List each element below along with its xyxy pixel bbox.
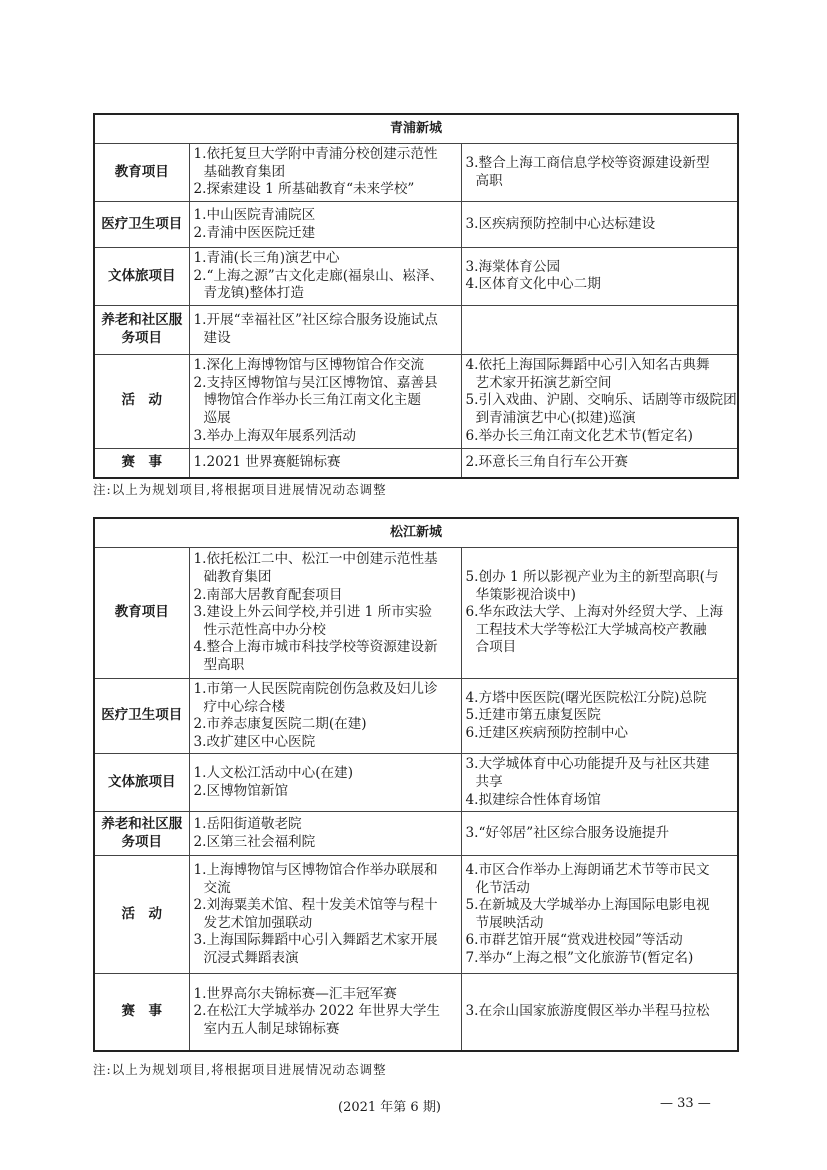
item-line: 础教育集团	[203, 569, 272, 586]
items-right	[461, 856, 738, 974]
items-left	[189, 548, 461, 679]
row-category: 文体旅项目	[94, 754, 189, 812]
list-item	[194, 932, 457, 967]
list-item	[194, 225, 457, 243]
list-item	[194, 897, 457, 932]
table-row	[94, 448, 738, 478]
item-line: 2.环意长三角自行车公开赛	[465, 454, 629, 471]
list-item	[466, 604, 734, 657]
list-item	[466, 932, 734, 950]
item-line: 高职	[475, 172, 503, 189]
item-line: 3.举办上海双年展系列活动	[193, 427, 357, 444]
list-item	[466, 569, 734, 604]
item-line: 合项目	[475, 639, 517, 656]
list-item	[466, 756, 734, 791]
item-line: 1.依托复旦大学附中青浦分校创建示范性	[193, 146, 438, 163]
item-line: 建设	[203, 329, 231, 346]
list-item	[194, 207, 457, 225]
item-line: 6.迁建区疾病预防控制中心	[465, 724, 629, 741]
list-item	[466, 690, 734, 708]
list-item	[466, 1003, 734, 1021]
item-line: 交流	[203, 879, 231, 896]
item-line: 1.人文松江活动中心(在建)	[193, 765, 354, 782]
item-line: 2.区博物馆新馆	[193, 782, 289, 799]
item-line: 2.探索建设 1 所基础教育“未来学校”	[193, 181, 415, 198]
items-left	[189, 354, 461, 448]
project-table	[93, 517, 739, 1052]
row-category: 养老和社区服务项目	[94, 305, 189, 354]
list-item	[466, 825, 734, 843]
list-item	[466, 792, 734, 810]
list-item	[194, 551, 457, 586]
list-item	[194, 816, 457, 834]
list-item	[466, 357, 734, 392]
item-line: 5.创办 1 所以影视产业为主的新型高职(与	[465, 569, 719, 586]
item-line: 1.开展“幸福社区”社区综合服务设施试点	[193, 312, 438, 329]
table-title: 青浦新城	[94, 114, 738, 144]
items-left	[189, 248, 461, 306]
row-category: 医疗卫生项目	[94, 202, 189, 248]
item-line: 1.深化上海博物馆与区博物馆合作交流	[193, 357, 424, 374]
item-line: 1.岳阳街道敬老院	[193, 816, 302, 833]
item-line: 2.市养志康复医院二期(在建)	[193, 716, 367, 733]
list-item	[194, 639, 457, 674]
list-item	[194, 587, 457, 605]
list-item	[466, 454, 734, 472]
items-left	[189, 448, 461, 478]
item-line: 发艺术馆加强联动	[203, 914, 313, 931]
items-left	[189, 974, 461, 1051]
list-item	[465, 392, 737, 427]
item-line: 3.区疾病预防控制中心达标建设	[465, 215, 656, 232]
item-line: 5.迁建市第五康复医院	[465, 707, 601, 724]
table-row	[94, 202, 738, 248]
table-row	[94, 754, 738, 812]
list-item	[194, 250, 457, 268]
table-row	[94, 679, 738, 754]
items-right	[461, 144, 738, 202]
table-note: 注:以上为规划项目,将根据项目进展情况动态调整	[93, 1062, 387, 1077]
item-line: 1.2021 世界赛艇锦标赛	[193, 454, 341, 471]
item-line: 3.大学城体育中心功能提升及与社区共建	[465, 756, 710, 773]
item-line: 6.市群艺馆开展“赏戏进校园”等活动	[465, 932, 683, 949]
items-right	[461, 812, 738, 856]
items-right	[461, 354, 738, 448]
item-line: 2.青浦中医医院迁建	[193, 224, 316, 241]
list-item	[466, 428, 734, 446]
item-line: 4.市区合作举办上海朗诵艺术节等市民文	[465, 862, 710, 879]
item-line: 型高职	[203, 656, 245, 673]
row-category: 文体旅项目	[94, 248, 189, 306]
item-line: 1.世界高尔夫锦标赛—汇丰冠军赛	[193, 985, 397, 1002]
item-line: 4.整合上海市城市科技学校等资源建设新	[193, 639, 438, 656]
item-line: 5.在新城及大学城举办上海国际电影电视	[465, 897, 710, 914]
issue-label: (2021 年第 6 期)	[338, 1100, 441, 1115]
item-line: 1.中山医院青浦院区	[193, 206, 316, 223]
page-number: — 33 —	[660, 1096, 711, 1111]
item-line: 沉浸式舞蹈表演	[203, 950, 299, 967]
list-item	[194, 268, 457, 303]
row-category: 活 动	[94, 856, 189, 974]
table-row	[94, 305, 738, 354]
item-line: 6.举办长三角江南文化艺术节(暂定名)	[465, 427, 693, 444]
row-category: 教育项目	[94, 548, 189, 679]
row-category: 赛 事	[94, 974, 189, 1051]
list-item	[466, 725, 734, 743]
item-line: 巡展	[203, 410, 231, 427]
list-item	[194, 834, 457, 852]
list-item	[194, 862, 457, 897]
item-line: 1.依托松江二中、松江一中创建示范性基	[193, 551, 438, 568]
items-left	[189, 305, 461, 354]
table-title: 松江新城	[94, 518, 738, 548]
items-left	[189, 856, 461, 974]
item-line: 4.拟建综合性体育场馆	[465, 791, 601, 808]
row-category: 教育项目	[94, 144, 189, 202]
item-line: 7.举办“上海之根”文化旅游节(暂定名)	[465, 950, 694, 967]
table-row	[94, 812, 738, 856]
items-left	[189, 812, 461, 856]
item-line: 共享	[475, 774, 503, 791]
items-right	[461, 679, 738, 754]
list-item	[194, 181, 457, 199]
item-line: 化节活动	[475, 879, 530, 896]
items-left	[189, 679, 461, 754]
item-line: 3.整合上海工商信息学校等资源建设新型	[465, 154, 710, 171]
table-row	[94, 856, 738, 974]
list-item	[466, 862, 734, 897]
item-line: 4.方塔中医医院(曙光医院松江分院)总院	[465, 689, 707, 706]
items-right	[461, 754, 738, 812]
item-line: 6.华东政法大学、上海对外经贸大学、上海	[465, 604, 724, 621]
item-line: 到青浦演艺中心(拟建)巡演	[475, 410, 636, 427]
table-row	[94, 974, 738, 1051]
item-line: 3.海棠体育公园	[465, 258, 561, 275]
list-item	[194, 734, 457, 752]
list-item	[194, 357, 457, 375]
item-line: 5.引入戏曲、沪剧、交响乐、话剧等市级院团	[465, 392, 737, 409]
item-line: 华策影视洽谈中)	[475, 586, 576, 603]
list-item	[194, 375, 457, 428]
table-row	[94, 548, 738, 679]
item-line: 3.改扩建区中心医院	[193, 733, 316, 750]
item-line: 3.“好邻居”社区综合服务设施提升	[465, 825, 670, 842]
list-item	[194, 681, 457, 716]
item-line: 1.上海博物馆与区博物馆合作举办联展和	[193, 862, 438, 879]
list-item	[194, 428, 457, 446]
list-item	[466, 707, 734, 725]
item-line: 3.建设上外云间学校,并引进 1 所市实验	[193, 604, 432, 621]
table-row	[94, 144, 738, 202]
item-line: 节展映活动	[475, 914, 544, 931]
row-category: 养老和社区服务项目	[94, 812, 189, 856]
item-line: 4.区体育文化中心二期	[465, 276, 601, 293]
item-line: 2.“上海之源”古文化走廊(福泉山、崧泽、	[193, 267, 444, 284]
item-line: 1.市第一人民医院南院创伤急救及妇儿诊	[193, 681, 438, 697]
item-line: 性示范性高中办分校	[203, 621, 326, 638]
item-line: 2.在松江大学城举办 2022 年世界大学生	[193, 1003, 441, 1020]
list-item	[466, 259, 734, 277]
item-line: 4.依托上海国际舞蹈中心引入知名古典舞	[465, 357, 710, 374]
items-right	[461, 448, 738, 478]
item-line: 3.上海国际舞蹈中心引入舞蹈艺术家开展	[193, 932, 438, 949]
items-left	[189, 202, 461, 248]
item-line: 2.支持区博物馆与吴江区博物馆、嘉善县	[193, 374, 438, 391]
item-line: 室内五人制足球锦标赛	[203, 1020, 340, 1037]
list-item	[194, 765, 457, 783]
list-item	[466, 216, 734, 234]
list-item	[466, 276, 734, 294]
item-line: 艺术家开拓演艺新空间	[475, 374, 612, 391]
items-right	[461, 974, 738, 1051]
items-left	[189, 754, 461, 812]
item-line: 2.刘海粟美术馆、程十发美术馆等与程十	[193, 897, 438, 914]
item-line: 青龙镇)整体打造	[203, 285, 304, 302]
items-left	[189, 144, 461, 202]
item-line: 工程技术大学等松江大学城高校产教融	[475, 621, 707, 638]
list-item	[466, 950, 734, 968]
row-category: 活 动	[94, 354, 189, 448]
list-item	[194, 716, 457, 734]
project-table	[93, 113, 739, 479]
row-category: 赛 事	[94, 448, 189, 478]
list-item	[466, 155, 734, 190]
list-item	[194, 986, 457, 1004]
list-item	[194, 146, 457, 181]
row-category: 医疗卫生项目	[94, 679, 189, 754]
list-item	[194, 604, 457, 639]
table-note: 注:以上为规划项目,将根据项目进展情况动态调整	[93, 482, 387, 497]
list-item	[194, 454, 457, 472]
table-row	[94, 248, 738, 306]
item-line: 3.在佘山国家旅游度假区举办半程马拉松	[465, 1003, 710, 1020]
item-line: 疗中心综合楼	[203, 698, 286, 715]
item-line: 2.南部大居教育配套项目	[193, 586, 343, 603]
items-right	[461, 248, 738, 306]
list-item	[466, 897, 734, 932]
items-right	[461, 548, 738, 679]
table-row	[94, 354, 738, 448]
list-item	[194, 312, 457, 347]
list-item	[194, 1003, 457, 1038]
item-line: 基础教育集团	[203, 163, 286, 180]
items-right	[461, 305, 738, 354]
items-right	[461, 202, 738, 248]
item-line: 2.区第三社会福利院	[193, 833, 316, 850]
list-item	[194, 783, 457, 801]
item-line: 1.青浦(长三角)演艺中心	[193, 250, 340, 266]
item-line: 博物馆合作举办长三角江南文化主题	[203, 392, 421, 409]
